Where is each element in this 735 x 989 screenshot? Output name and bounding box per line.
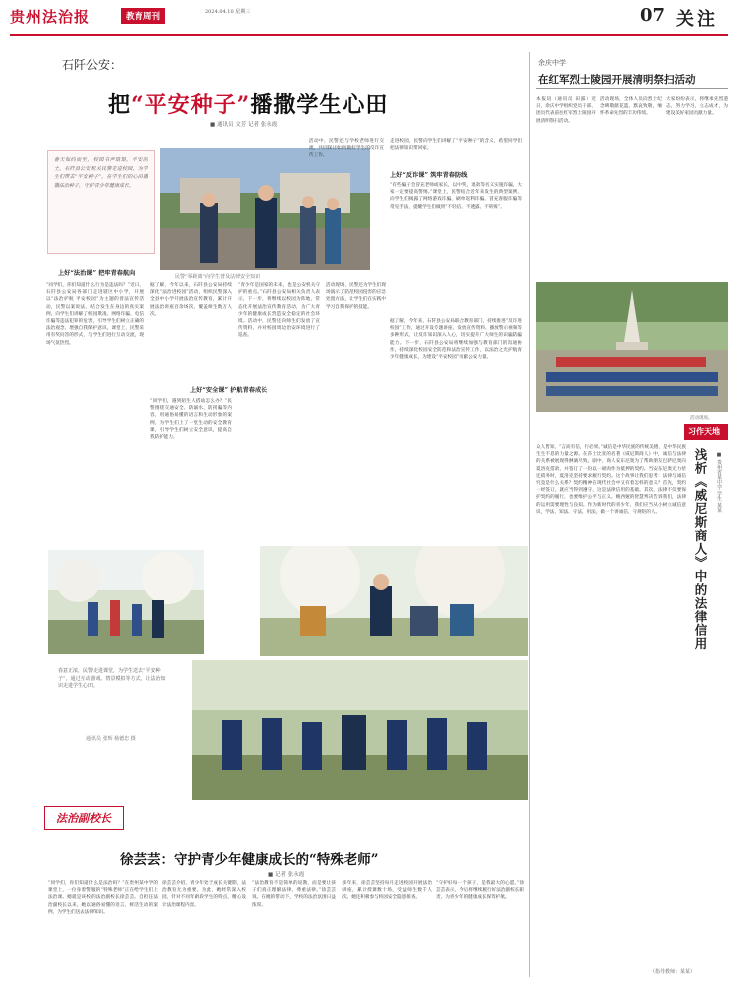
column-body-5: “守护好每一个孩子，是我最大的心愿。”徐芸芸表示，今后将继续履行好法治副校长职责，为青少年的健康成长保驾护航。 — [436, 881, 524, 901]
essay-byline: ■ 贵州省某中学 学生 某某 — [716, 452, 722, 513]
article-body-col5c: 据了解，今年来，石阡县公安局联合教育部门，持续推进“反诈进校园”工作，通过开设专题讲座、发放宣传资料、播放警示视频等多种形式，让反诈知识深入人心，切实提升广大师生的识骗防骗能力。下一步，石阡县公安局将继续加强与教育部门的沟通协作，持续深化校园安全防范和法治宣传工作，以法治之光护航青少年健康成长，为建设“平安校园”贡献公安力量。 — [390, 319, 522, 361]
essay-headline: 浅析《威尼斯商人》中的法律信用 — [693, 448, 708, 651]
photo-caption: 民警“零距离”向学生普及法律安全知识 — [175, 274, 261, 280]
right-body-1: 本报讯（通讯员 田露）近日，余庆中学组织党员干部、团员代表前往红军烈士陵园开展清明祭扫活动。 — [536, 97, 596, 124]
subheading-safety-class: 上好“安全课” 护航青春成长 — [190, 387, 268, 394]
photo-caption-right: 活动现场。 — [690, 416, 713, 421]
column-headline: 徐芸芸：守护青少年健康成长的“特殊老师” — [120, 852, 379, 868]
essay-signoff: （指导教师：某某） — [650, 969, 696, 975]
article-body-col4: 活动现场，民警还为学生们现场演示了防范校园侵害的应急处置方法，让学生们在实践中学习自我保护的技能。 — [326, 283, 386, 310]
right-kicker: 余庆中学 — [538, 59, 566, 67]
column-body-1: “同学们，你们知道什么是法治吗？”在贵州某中学的课堂上，一位身着警服的“特殊老师”正在给学生们上法治课。她就是该校的法治副校长徐芸芸。自担任法治副校长以来，她以通俗易懂的语言、鲜活生动的案例，为学生们送去法律知识。 — [48, 881, 158, 915]
newspaper-brand: 贵州法治报 — [10, 8, 91, 26]
article-body-col2: 据了解，今年以来，石阡县公安局持续深化“法治进校园”活动，组织民警深入全县中小学开展法治宣传教育，累计开展法治讲座百余场次，覆盖师生数万人次。 — [150, 283, 232, 317]
column-byline: ■ 记者 张永霞 — [268, 872, 305, 878]
photos-credit: 通讯员 张辉 杨德忠 摄 — [86, 736, 136, 742]
lead-quote: 春天如约而至，校园书声琅琅。平安的土，石阡县公安机关民警走进校园，为学生们带去“平安种子”，在学生们的心田播撒法治种子，守护青少年健康成长。 — [54, 157, 148, 189]
headline-suffix: 播撒学生心田 — [250, 92, 389, 118]
top-rule — [10, 34, 728, 36]
essay-body: 众人皆知，“言而有信，行必果。”诚信是中华民族的传统美德，是中华民族生生不息的力量之源。在莎士比亚的名著《威尼斯商人》中，诚信与法律的关系被展现得淋漓尽致。剧中，商人安东尼奥为了帮助朋友巴萨尼奥向夏洛克借款，并签订了一份以一磅肉作为抵押的契约。当安东尼奥无力偿还债务时，夏洛克坚持要求履行契约。这个故事让我们思考：法律与诚信究竟是什么关系？契约精神在现代社会中又有着怎样的意义？首先，契约一经签订，就应当得到遵守，这是法律信用的基础。其次，法律不仅要保护契约的履行，也要维护公平与正义。鲍西娅的智慧判决告诉我们，法律的运用需要理性与良知。作为新时代的青少年，我们应当从小树立诚信意识，学法、知法、守法、用法，做一个讲诚信、守规矩的人。 — [536, 445, 686, 515]
photo-walking-children — [48, 550, 204, 654]
main-headline — [108, 88, 388, 119]
right-rule — [536, 88, 728, 89]
essay-badge-label: 习作天地 — [688, 426, 720, 436]
article-body-col5a: 走进校园，民警向学生们讲解了“平安种子”的含义，希望同学们把法律知识带回家。 — [390, 139, 522, 152]
article-body-col2b: “同学们，遇到陌生人搭讪怎么办？”民警围绕交通安全、防溺水、防拐骗等内容，用通俗易懂的语言和生动形象的案例，为学生们上了一堂生动的安全教育课，引导学生们树立安全意识，提高自我防护能力。 — [150, 399, 232, 441]
subheading-antifraud-class: 上好“反诈课” 筑牢青春防线 — [390, 172, 468, 179]
issue-date: 2024.04.10 星期三 — [205, 9, 251, 15]
edition-number: 07 — [640, 5, 666, 26]
photos-caption: 春意正浓，民警走进课堂，为学生送去“平安种子”，通过互动游戏、情景模拟等方式，让法治知识走进学生心田。 — [58, 668, 166, 689]
photo-children-game — [192, 660, 528, 800]
column-divider — [529, 52, 530, 977]
column-badge-label: 法治副校长 — [56, 812, 111, 825]
article-body-col4a: 活动中，民警还与学校老师进行交流，共同探讨如何做好学生的反诈宣传工作。 — [309, 139, 384, 159]
article-body-col1: “同学们，你们知道什么行为是违法吗？”近日，石阡县公安局各部门走进辖区中小学，开展以“法治护航 平安校园”为主题的普法宣传活动，民警以案说法，结合发生在身边的真实案例，向学生们讲解了校园欺凌、网络诈骗、电信诈骗等违法犯罪的危害，引导学生们树立正确的法治观念，增强自我保护意识。课堂上，民警采用有奖问答的形式，与学生们进行互动交流，现场气氛热烈。 — [46, 283, 144, 346]
section-title: 关注 — [676, 9, 718, 30]
subheading-law-class: 上好“法治课” 把牢青春航向 — [58, 270, 136, 277]
article-kicker: 石阡公安： — [62, 58, 123, 72]
column-body-4: 多年来，徐芸芸坚持每月走进校园开展法治讲座，累计授课数十场，受益师生数千人次。她还积极参与校园安全隐患排查。 — [342, 881, 432, 901]
photo-memorial-ceremony — [536, 282, 728, 412]
article-byline: ■ 通讯员 文芳 记者 张永霞 — [210, 122, 278, 128]
headline-highlight: “平安种子” — [131, 92, 251, 118]
weekly-tag: 教育周刊 — [121, 8, 165, 24]
right-body-3: 大家纷纷表示，将继承先烈遗志，努力学习，立志成才，为建设美好家园贡献力量。 — [666, 97, 728, 117]
right-headline: 在红军烈士陵园开展清明祭扫活动 — [538, 74, 696, 86]
column-body-2: 徐芸芸介绍，青少年处于成长关键期，法治教育尤为重要。为此，她经常深入校园，针对不同年龄段学生的特点，精心设计法治课程内容。 — [162, 881, 246, 908]
column-body-3: “法治教育不是简单的说教，而是要让孩子们真正理解法律、尊重法律。”徐芸芸说。在她的带动下，学校的法治氛围日益浓厚。 — [252, 881, 336, 908]
headline-prefix: 把 — [108, 92, 132, 118]
article-body-col3: “青少年是国家的未来，也是公安机关守护的重点。”石阡县公安局相关负责人表示，下一步，将继续以校园为阵地，常态化开展法治宣传教育活动，为广大青少年的健康成长营造安全稳定的社会环境。活动中，民警还向师生们发放了宣传资料，并对校园周边治安环境进行了巡查。 — [238, 283, 320, 339]
masthead — [0, 0, 735, 36]
right-body-2: 活动现场，全体人员向烈士纪念碑敬献花篮，默哀致敬，缅怀革命先烈的丰功伟绩。 — [600, 97, 662, 117]
article-body-col5b: “有些骗子会冒充老师或家长，以中奖、退款等名义实施诈骗，大家一定要提高警惕。”课堂上，民警结合近年来发生的典型案例，向学生们揭露了网络游戏诈骗、刷单返利诈骗、冒充客服诈骗等常见手法，提醒学生们做到“不轻信、不透露、不转账”。 — [390, 183, 522, 210]
photo-outdoor-lesson — [260, 546, 528, 656]
